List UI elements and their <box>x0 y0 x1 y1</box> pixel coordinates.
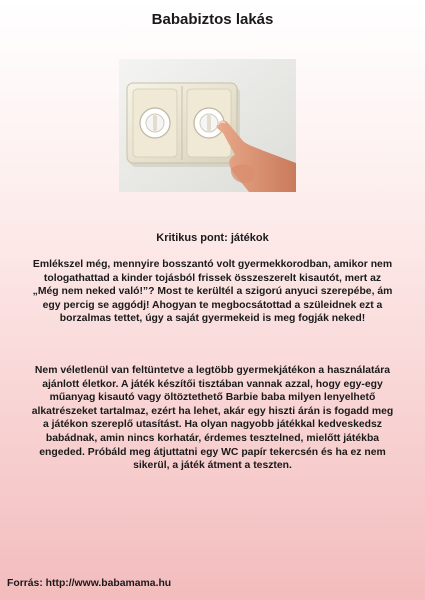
page-title: Bababiztos lakás <box>151 11 274 28</box>
outlet-safety-photo <box>119 59 296 192</box>
section-heading: Kritikus pont: játékok <box>156 232 269 244</box>
paragraph-2: Nem véletlenül van feltüntetve a legtöbb gyermekjátékon a használatára ajánlott életkor. A játék készítői tisztában vannak azzal, hogy egy-egy műanyag kisautó vagy öltöztethető Barbie baba milyen lenyelhető alkatrészeket tartalmaz, ezért ha lehet, akár egy hiszti árán is fogadd meg a játékon szereplő utasítást. Ha olyan nagyobb játékkal kedveskedsz babádnak, amin nincs korhatár, érdemes tesztelned, mielőtt játékba engeded. Próbáld meg átjuttatni egy WC papír tekercsén és ha ez nem sikerül, a játék átment a teszten. <box>31 365 394 472</box>
source-line: Forrás: http://www.babamama.hu <box>7 578 172 589</box>
outlet-cover-left <box>140 108 170 138</box>
paragraph-1: Emlékszel még, mennyire bosszantó volt gyermekkorodban, amikor nem tologathattad a kinder tojásból frissek összeszerelt kisautót, mert az „Még nem neked való!”? Most te kerültél a szigorú anyuci szerepébe, ám egy percig se aggódj! Ahogyan te megbocsátottad a szüleidnek ezt a borzalmas tettet, úgy a saját gyermekeid is meg fogják neked! <box>32 259 393 325</box>
